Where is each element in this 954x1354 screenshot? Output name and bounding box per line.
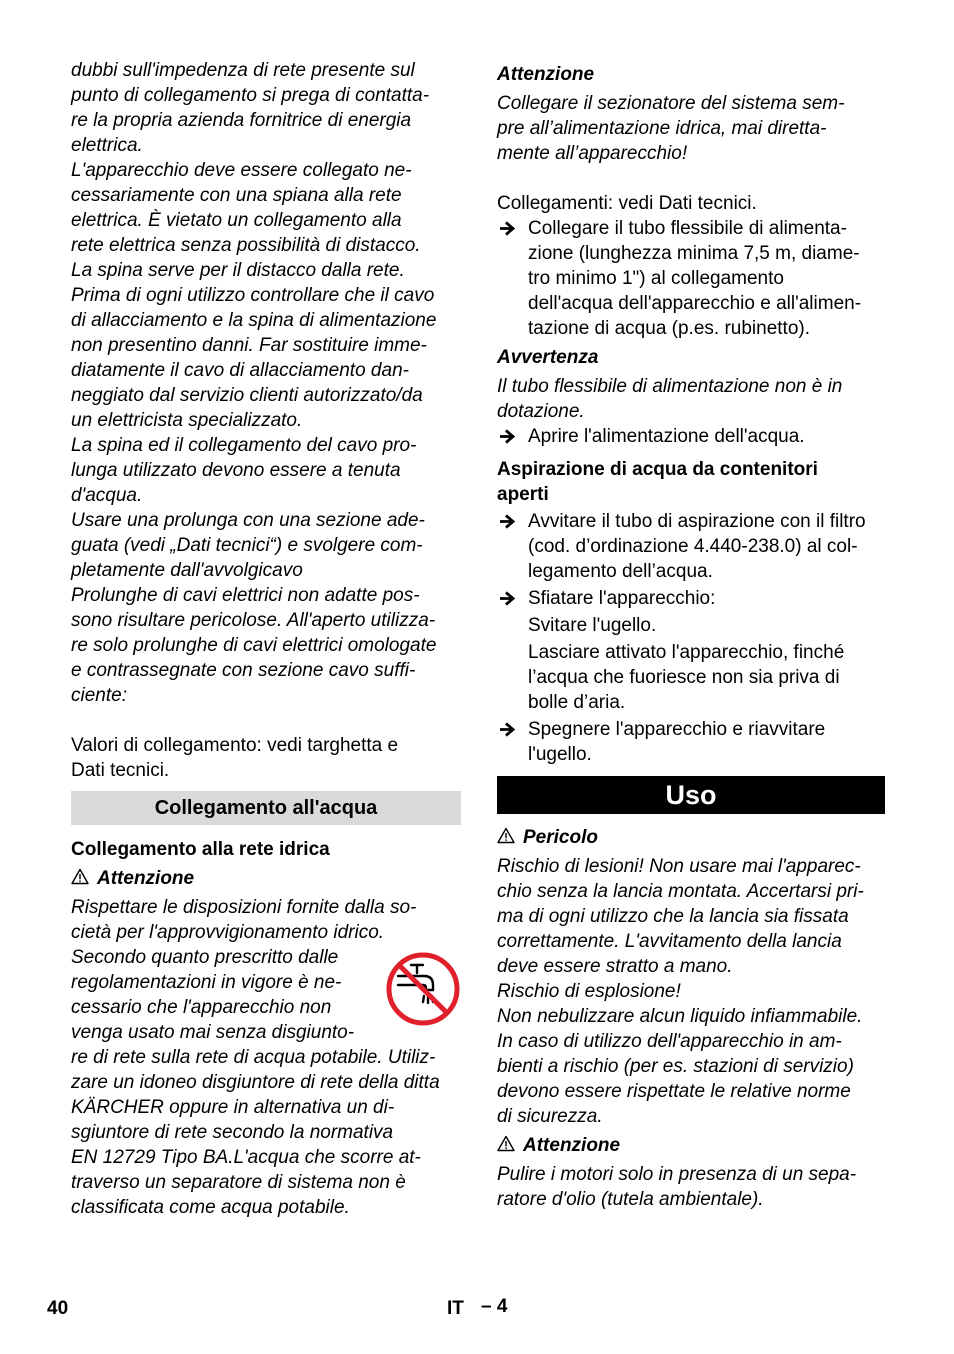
text-line: rete elettrica senza possibilità di distacco.	[71, 235, 421, 256]
text-line: Non nebulizzare alcun liquido infiammabile.	[497, 1006, 863, 1027]
text-line: correttamente. L'avvitamento della lancia	[497, 931, 842, 952]
text-line: Sfiatare l'apparecchio:	[528, 588, 716, 609]
text-line: l’acqua che fuoriesce non sia priva di	[528, 667, 840, 688]
text-line: zare un idoneo disgiuntore di rete della ditta	[71, 1072, 440, 1093]
text-line: tro minimo 1") al collegamento	[528, 268, 784, 289]
text-line: ratore d'olio (tutela ambientale).	[497, 1189, 764, 1210]
page-number: 40	[47, 1298, 69, 1319]
text-line: Lasciare attivato l'apparecchio, finché	[528, 642, 845, 663]
text-line: Rischio di esplosione!	[497, 981, 681, 1002]
arrow-bullet-icon	[497, 586, 519, 611]
text-line: diatamente il cavo di allacciamento dan-	[71, 360, 409, 381]
section-heading-water-connection: Collegamento all'acqua	[71, 791, 461, 825]
text-line: ma di ogni utilizzo che la lancia sia fissata	[497, 906, 849, 927]
text-line: Avvitare il tubo di aspirazione con il filtro	[528, 511, 866, 532]
text-line: EN 12729 Tipo BA.L'acqua che scorre at-	[71, 1147, 421, 1168]
text-line: bienti a rischio (per es. stazioni di servizio)	[497, 1056, 854, 1077]
text-line: Rischio di lesioni! Non usare mai l'apparec-	[497, 856, 861, 877]
text-line: dubbi sull'impedenza di rete presente sul	[71, 60, 415, 81]
text-line: Aprire l'alimentazione dell'acqua.	[528, 426, 805, 447]
text-line: di sicurezza.	[497, 1106, 603, 1127]
text-line: non presentino danni. Far sostituire imme-	[71, 335, 427, 356]
text-line: bolle d’aria.	[528, 692, 626, 713]
section-heading-uso: Uso	[497, 776, 885, 814]
spacer	[497, 166, 885, 191]
attention-text	[497, 1162, 885, 1212]
arrow-bullet-icon	[497, 717, 519, 742]
subsection-heading: Collegamento alla rete idrica	[71, 839, 330, 860]
text-line: punto di collegamento si prega di contatta-	[71, 85, 430, 106]
text-line: tazione di acqua (p.es. rubinetto).	[528, 318, 811, 339]
attention-heading: Attenzione	[497, 64, 595, 85]
text-line: re la propria azienda fornitrice di energia	[71, 110, 412, 131]
text-line: Pulire i motori solo in presenza di un sepa-	[497, 1164, 857, 1185]
text-line: cietà per l'approvvigionamento idrico.	[71, 922, 385, 943]
note-heading: Avvertenza	[497, 347, 599, 368]
text-line: La spina serve per il distacco dalla rete.	[71, 260, 405, 281]
text-line: La spina ed il collegamento del cavo pro-	[71, 435, 417, 456]
text-line: pletamente dall'avvolgicavo	[71, 560, 303, 581]
arrow-bullet-icon	[497, 424, 519, 449]
text-line: devono essere rispettate le relative norme	[497, 1081, 851, 1102]
warning-heading	[71, 866, 461, 891]
text-line: cessariamente con una spiana alla rete	[71, 185, 402, 206]
text-line: (cod. d’ordinazione 4.440-238.0) al col-	[528, 536, 858, 557]
left-column	[71, 58, 461, 1220]
arrow-bullet-icon	[497, 509, 519, 534]
danger-label: Pericolo	[523, 827, 598, 848]
text-line: neggiato dal servizio clienti autorizzato/da	[71, 385, 423, 406]
instruction-step	[497, 424, 885, 449]
text-line: KÄRCHER oppure in alternativa un di-	[71, 1097, 395, 1118]
text-line: L'apparecchio deve essere collegato ne-	[71, 160, 412, 181]
text-line: re solo prolunghe di cavi elettrici omologate	[71, 635, 437, 656]
instruction-step	[497, 216, 885, 341]
section-page-number: – 4	[481, 1296, 508, 1317]
danger-text	[497, 854, 885, 1129]
text-line: Prolunghe di cavi elettrici non adatte pos-	[71, 585, 420, 606]
instruction-step	[497, 509, 885, 584]
text-line: dotazione.	[497, 401, 585, 422]
text-line: Prima di ogni utilizzo controllare che il cavo	[71, 285, 435, 306]
no-drinking-water-tap-icon	[384, 950, 462, 1028]
text-line: e contrassegnate con sezione cavo suffi-	[71, 660, 416, 681]
text-line: classificata come acqua potabile.	[71, 1197, 350, 1218]
text-line: Il tubo flessibile di alimentazione non è in	[497, 376, 843, 397]
text-line: l'ugello.	[528, 744, 592, 765]
right-column	[497, 62, 885, 1212]
text-line: Dati tecnici.	[71, 760, 170, 781]
text-line: guata (vedi „Dati tecnici“) e svolgere com-	[71, 535, 423, 556]
warning-label: Attenzione	[97, 868, 195, 889]
text-line: deve essere stratto a mano.	[497, 956, 733, 977]
text-line: aperti	[497, 484, 549, 505]
warning-text	[71, 895, 461, 1220]
text-line: pre all’alimentazione idrica, mai diretta-	[497, 118, 827, 139]
attention-text	[497, 91, 885, 166]
text-line: elettrica.	[71, 135, 143, 156]
text-line: cessario che l'apparecchio non	[71, 997, 332, 1018]
text-line: sgiuntore di rete secondo la normativa	[71, 1122, 394, 1143]
text-line: Rispettare le disposizioni fornite dalla so-	[71, 897, 417, 918]
text-line: mente all’apparecchio!	[497, 143, 688, 164]
text-line: Svitare l'ugello.	[528, 615, 657, 636]
text-line: Aspirazione di acqua da contenitori	[497, 459, 818, 480]
text-line: zione (lunghezza minima 7,5 m, diame-	[528, 243, 860, 264]
warning-triangle-icon	[71, 868, 89, 885]
language-code: IT	[447, 1298, 464, 1319]
text-line: venga usato mai senza disgiunto-	[71, 1022, 355, 1043]
text-line: Collegare il tubo flessibile di alimenta-	[528, 218, 847, 239]
connection-values-paragraph	[71, 733, 461, 783]
text-line: In caso di utilizzo dell'apparecchio in am-	[497, 1031, 842, 1052]
connections-line: Collegamenti: vedi Dati tecnici.	[497, 193, 757, 214]
text-line: traverso un separatore di sistema non è	[71, 1172, 406, 1193]
text-line: ciente:	[71, 685, 127, 706]
text-line: d'acqua.	[71, 485, 143, 506]
text-line: elettrica. È vietato un collegamento alla	[71, 210, 402, 231]
text-line: Secondo quanto prescritto dalle	[71, 947, 339, 968]
instruction-step	[497, 586, 885, 715]
text-line: di allacciamento e la spina di alimentazione	[71, 310, 437, 331]
spacer	[71, 708, 461, 733]
danger-heading	[497, 825, 885, 850]
text-line: chio senza la lancia montata. Accertarsi pri-	[497, 881, 864, 902]
text-line: Spegnere l'apparecchio e riavvitare	[528, 719, 826, 740]
text-line: regolamentazioni in vigore è ne-	[71, 972, 342, 993]
attention-heading	[497, 1133, 885, 1158]
text-line: sono risultare pericolose. All'aperto utilizza-	[71, 610, 436, 631]
intro-paragraph	[71, 58, 461, 708]
text-line: lunga utilizzato devono essere a tenuta	[71, 460, 401, 481]
warning-triangle-icon	[497, 827, 515, 844]
text-line: dell'acqua dell'apparecchio e all'alimen-	[528, 293, 862, 314]
subsection-heading	[497, 457, 885, 507]
warning-triangle-icon	[497, 1135, 515, 1152]
text-line: re di rete sulla rete di acqua potabile. Utiliz-	[71, 1047, 436, 1068]
text-line: Usare una prolunga con una sezione ade-	[71, 510, 425, 531]
instruction-step	[497, 717, 885, 767]
text-line: Collegare il sezionatore del sistema sem-	[497, 93, 845, 114]
note-text	[497, 374, 885, 424]
text-line: un elettricista specializzato.	[71, 410, 303, 431]
arrow-bullet-icon	[497, 216, 519, 241]
text-line: legamento dell’acqua.	[528, 561, 713, 582]
attention-label: Attenzione	[523, 1135, 621, 1156]
text-line: Valori di collegamento: vedi targhetta e	[71, 735, 399, 756]
